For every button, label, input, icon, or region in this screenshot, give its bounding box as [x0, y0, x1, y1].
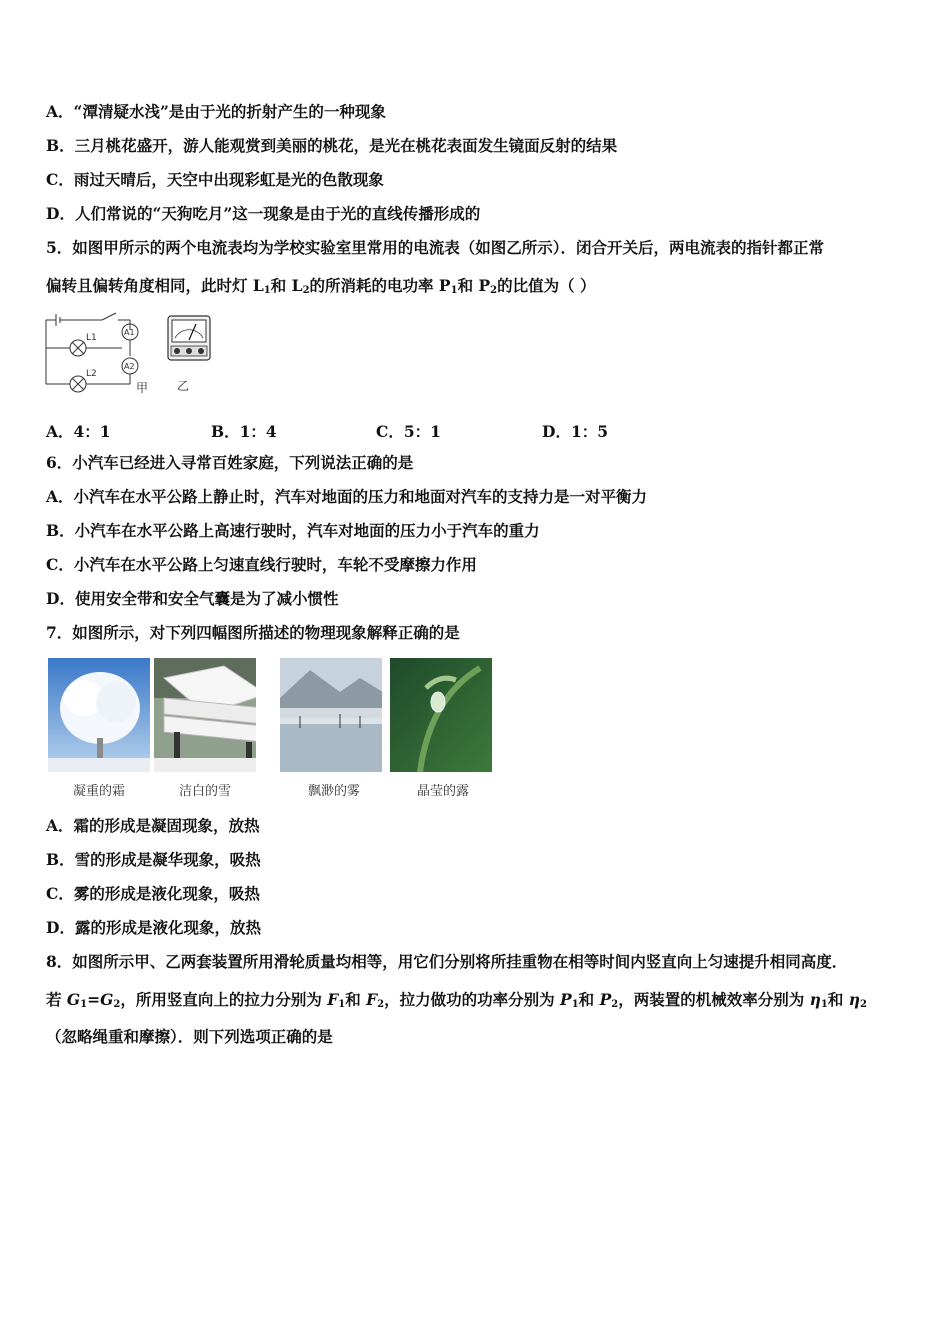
ammeter-figure — [160, 312, 220, 396]
q8-stem-line3: （忽略绳重和摩擦）．则下列选项正确的是 — [46, 1027, 333, 1046]
label-a1: A1 — [124, 328, 135, 337]
q7-option-b: B．雪的形成是凝华现象，吸热 — [46, 850, 261, 869]
q4-option-c: C．雨过天晴后，天空中出现彩虹是光的色散现象 — [46, 170, 384, 189]
caption-dew: 晶莹的露 — [416, 784, 469, 799]
q7-stem: 7．如图所示，对下列四幅图所描述的物理现象解释正确的是 — [46, 623, 460, 642]
photo-dew — [390, 658, 492, 772]
q6-option-a: A．小汽车在水平公路上静止时，汽车对地面的压力和地面对汽车的支持力是一对平衡力 — [46, 487, 648, 506]
q5-stem-line2: 偏转且偏转角度相同，此时灯 $L_1$和 $L_2$的所消耗的电功率 $P_1$和 $P_2$的比值为（ ） — [46, 276, 596, 296]
label-l2: L2 — [86, 369, 97, 379]
q4-option-a: A．“潭清疑水浅”是由于光的折射产生的一种现象 — [46, 102, 386, 121]
label-yi: 乙 — [177, 379, 190, 393]
terminal-3 — [198, 348, 204, 354]
q5-option-c: C．5：1 — [376, 422, 441, 441]
q5-option-d: D．1：5 — [542, 422, 609, 441]
caption-fog: 飘渺的雾 — [307, 784, 360, 799]
caption-frost: 凝重的霜 — [72, 784, 125, 799]
q8-stem-line2: 若 $G_1=G_2$，所用竖直向上的拉力分别为 $F_1$和 $F_2$，拉力做功的功率分别为 $P_1$和 $P_2$，两装置的机械效率分别为 $\eta_1$和 $\eta_2$ — [46, 990, 867, 1010]
q5-option-a: A．4：1 — [46, 422, 111, 441]
q5-option-b: B．1：4 — [211, 422, 277, 441]
photo-fog — [280, 658, 382, 772]
photo-snow — [154, 658, 256, 772]
q4-option-d: D．人们常说的“天狗吃月”这一现象是由于光的直线传播形成的 — [46, 204, 481, 223]
q7-option-a: A．霜的形成是凝固现象，放热 — [46, 816, 260, 835]
terminal-2 — [186, 348, 192, 354]
circuit-diagram — [40, 308, 160, 396]
q6-option-d: D．使用安全带和安全气囊是为了减小惯性 — [46, 589, 339, 608]
q8-stem-line1: 8．如图所示甲、乙两套装置所用滑轮质量均相等，用它们分别将所挂重物在相等时间内竖直向上匀速提升相同高度． — [46, 952, 848, 971]
caption-snow: 洁白的雪 — [178, 784, 231, 799]
q4-option-b: B．三月桃花盛开，游人能观赏到美丽的桃花，是光在桃花表面发生镜面反射的结果 — [46, 136, 618, 155]
label-l1: L1 — [86, 333, 97, 343]
label-a2: A2 — [124, 362, 135, 371]
label-jia: 甲 — [136, 381, 149, 395]
terminal-1 — [174, 348, 180, 354]
q6-option-c: C．小汽车在水平公路上匀速直线行驶时，车轮不受摩擦力作用 — [46, 555, 477, 574]
photo-frost — [48, 658, 150, 772]
q6-stem: 6．小汽车已经进入寻常百姓家庭，下列说法正确的是 — [46, 453, 414, 472]
q7-option-d: D．露的形成是液化现象，放热 — [46, 918, 261, 937]
switch-blade — [102, 313, 116, 320]
q7-option-c: C．雾的形成是液化现象，吸热 — [46, 884, 260, 903]
q5-stem-line1: 5．如图甲所示的两个电流表均为学校实验室里常用的电流表（如图乙所示）．闭合开关后，两电流表的指针都正常 — [46, 238, 825, 257]
q6-option-b: B．小汽车在水平公路上高速行驶时，汽车对地面的压力小于汽车的重力 — [46, 521, 540, 540]
